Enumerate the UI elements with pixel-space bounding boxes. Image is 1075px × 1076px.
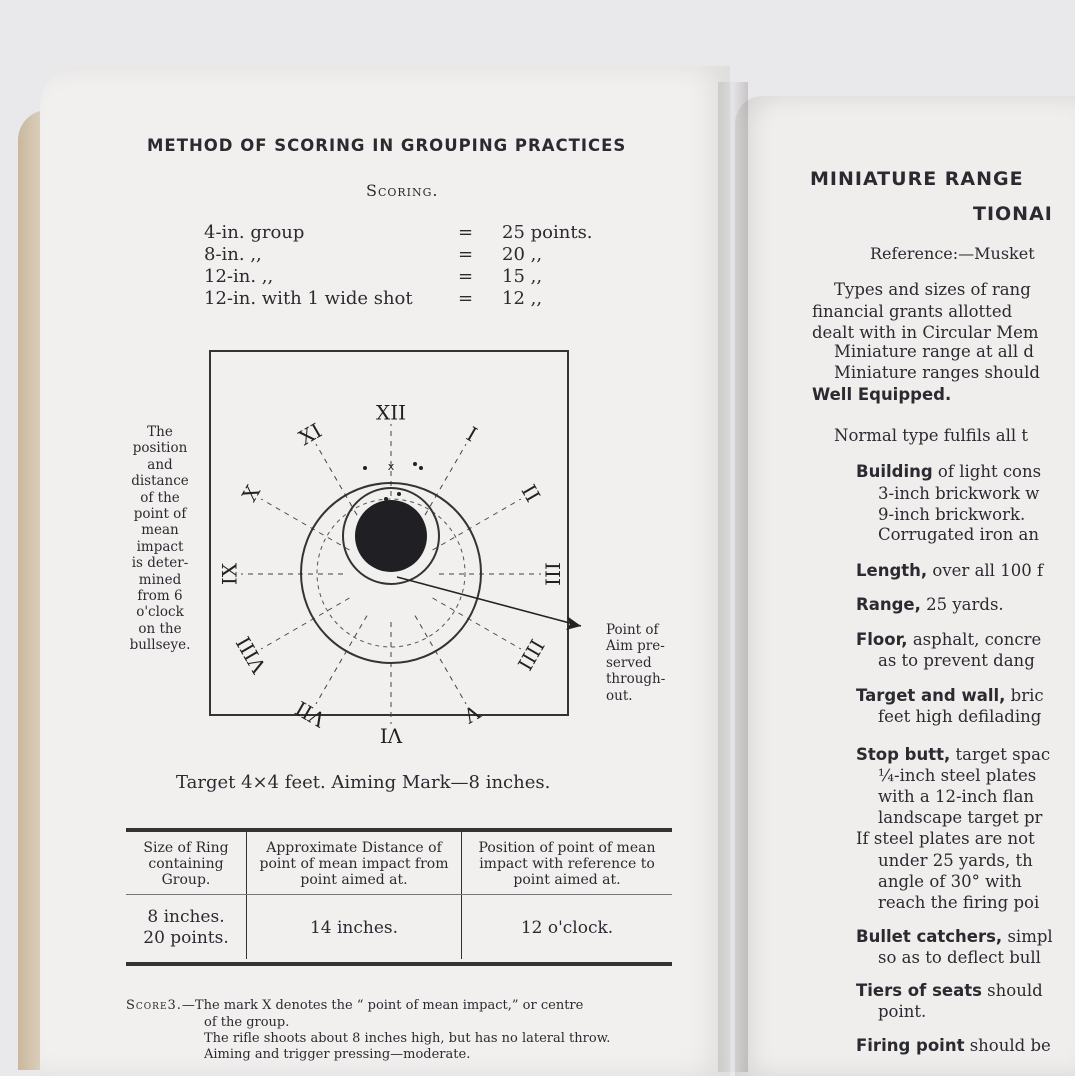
note-line: from 6 [137,588,183,605]
note-line: bullseye. [129,637,191,654]
col-header-position [462,832,673,895]
cell-distance: 14 inches. [247,895,462,960]
body-line-heading: Range, [856,595,921,614]
radial-line [433,598,521,649]
body-line-heading: Length, [856,561,928,580]
header-line: Position of point of mean [478,840,656,856]
footnote-line-3: The rifle shoots about 8 inches high, but has no lateral throw. [204,1031,611,1046]
note-line: point of [133,506,187,523]
note-line: The [147,424,173,440]
body-line-heading: Stop butt, [856,745,951,764]
page-title: METHOD OF SCORING IN GROUPING PRACTICES [147,136,627,155]
footnote-line-2: of the group. [204,1015,290,1030]
body-line [878,525,1039,544]
body-line [834,426,1028,445]
radial-line [433,499,521,550]
right-page-title: MINIATURE RANGE [810,168,1024,190]
body-line-text: financial grants allotted [812,302,1013,321]
note-line: impact [136,538,184,555]
body-line [834,342,1034,361]
scoring-equals: = [458,288,474,309]
body-line-text: Miniature ranges should [834,363,1040,382]
footnote-text-1: —The mark X denotes the “ point of mean impact,” or centre [181,998,584,1013]
radial-line [415,616,466,704]
clock-numeral: I [462,421,482,447]
shot-mark [397,492,401,496]
body-line [878,851,1033,870]
body-line [878,893,1039,912]
target-dial [211,352,567,748]
scoring-label: 4-in. group [204,222,305,243]
body-line-heading: Floor, [856,630,908,649]
body-line [812,323,1039,342]
book-gutter [718,82,748,1072]
col-header-distance [247,832,462,895]
radial-line [261,598,349,649]
footnote-label: Score3. [126,998,182,1013]
note-line: of the [140,489,180,506]
body-line [878,1002,926,1021]
note-line: out. [606,687,633,704]
radial-line [316,616,367,704]
body-line [856,1036,1051,1055]
scoring-label: 12-in. ,, [204,266,274,287]
body-line-text: reach the firing poi [878,893,1040,912]
body-line [878,651,1035,670]
table-bottom-rule [126,962,672,966]
body-line [878,872,1022,891]
scoring-label: 12-in. with 1 wide shot [204,288,413,309]
clock-numeral: IX [217,562,242,586]
note-line: through- [606,671,666,688]
body-line-text: bric [1005,686,1044,705]
body-line-text: target spac [950,745,1051,764]
scoring-value: 15 ,, [502,266,543,287]
body-line-text: of light cons [932,462,1042,481]
scoring-value: 25 points. [502,222,593,243]
body-line [878,808,1042,827]
body-line-text: over all 100 f [927,561,1044,580]
scoring-label: 8-in. ,, [204,244,262,265]
body-line [856,981,1043,1000]
scoring-value: 12 ,, [502,288,543,309]
point-of-aim-note [606,622,686,704]
body-line [878,505,1025,524]
body-line-text: ¼-inch steel plates [878,766,1037,785]
note-line: o'clock [136,604,184,621]
body-line-heading: Bullet catchers, [856,927,1003,946]
body-line-text: should be [964,1036,1051,1055]
clock-numeral: XI [294,418,326,451]
note-line: position [132,440,188,457]
body-line-text: angle of 30° with [878,872,1022,891]
clock-numeral: XII [375,400,407,425]
radial-line [261,499,349,550]
body-line [878,948,1041,967]
body-line-text: point. [878,1002,927,1021]
body-line [856,686,1044,705]
body-line [834,363,1040,382]
shot-mark [413,462,417,466]
body-line-text: 3-inch brickwork w [878,484,1040,503]
body-line-text: 9-inch brickwork. [878,505,1026,524]
col-header-size [126,832,247,895]
clock-numeral: III [540,562,565,586]
body-line [856,462,1041,481]
footnote-line-4: Aiming and trigger pressing—moderate. [204,1047,471,1062]
body-line [812,302,1012,321]
clock-numeral: IIII [512,635,550,675]
right-page-title-2: TIONAI [973,203,1053,225]
clock-numeral: V [459,699,485,728]
body-line-text: with a 12-inch flan [878,787,1035,806]
body-line-text: asphalt, concre [907,630,1042,649]
note-line: mined [138,571,182,588]
header-line: point aimed at. [513,872,621,888]
body-line-heading: Well Equipped. [812,385,952,404]
body-line [856,630,1041,649]
body-line-text: landscape target pr [878,808,1043,827]
body-line-text: should [981,981,1043,1000]
cell-size: 8 inches. 20 points. [143,907,229,948]
clock-numeral: VII [291,695,330,732]
clock-numeral: VI [379,723,403,748]
header-line: Size of Ring [143,840,229,856]
body-line [878,766,1036,785]
shot-mark [363,466,367,470]
note-line: mean [141,522,179,539]
shot-mark [419,466,423,470]
mean-impact-mark: x [387,460,395,473]
header-line: point of mean impact from [259,856,449,872]
body-line-text: Miniature range at all d [834,342,1034,361]
scoring-value: 20 ,, [502,244,543,265]
header-line: point aimed at. [300,872,408,888]
body-line-text: Types and sizes of rang [834,280,1031,299]
shot-mark [384,497,388,501]
scoring-equals: = [458,266,474,287]
group-reference-table [126,832,672,959]
note-line: distance [131,473,189,490]
body-line [856,595,1004,614]
target-caption: Target 4×4 feet. Aiming Mark—8 inches. [176,772,551,793]
target-diagram [209,350,569,748]
body-line [834,280,1031,299]
note-line: served [606,654,652,671]
table-row [126,895,672,960]
header-line: Approximate Distance of [266,840,442,856]
body-line [878,707,1041,726]
scoring-equals: = [458,244,474,265]
body-line-heading: Tiers of seats [856,981,982,1000]
body-line [856,745,1050,764]
body-line-text: 25 yards. [920,595,1004,614]
note-line: is deter- [131,555,189,572]
body-line [812,385,951,404]
body-line-text: as to prevent dang [878,651,1035,670]
cell-position: 12 o'clock. [462,895,673,960]
right-page-reference: Reference:—Musket [870,244,1035,263]
body-line-heading: Target and wall, [856,686,1006,705]
clock-numeral: VIII [231,632,272,678]
clock-numeral: X [237,481,266,506]
body-line-text: Corrugated iron an [878,525,1039,544]
scoring-subtitle: Scoring. [366,181,439,200]
body-line-heading: Firing point [856,1036,965,1055]
body-line [878,484,1039,503]
scoring-equals: = [458,222,474,243]
body-line-text: If steel plates are not [856,829,1035,848]
header-line: impact with reference to [479,856,655,872]
body-line [856,561,1043,580]
note-line: Point of [606,622,659,638]
body-line-text: simpl [1002,927,1053,946]
mean-impact-note [120,424,200,654]
footnote-line-1 [126,998,583,1013]
header-line: Group. [161,872,211,888]
body-line-heading: Building [856,462,933,481]
body-line-text: so as to deflect bull [878,948,1041,967]
bullseye [355,500,427,572]
note-line: on the [138,620,182,637]
body-line-text: dealt with in Circular Mem [812,323,1039,342]
body-line-text: under 25 yards, th [878,851,1033,870]
body-line-text: feet high defilading [878,707,1042,726]
clock-numeral: II [516,480,546,507]
body-line-text: Normal type fulfils all t [834,426,1029,445]
note-line: and [147,456,173,473]
body-line [878,787,1034,806]
note-line: Aim pre- [606,638,665,655]
header-line: containing [148,856,224,872]
body-line [856,829,1035,848]
body-line [856,927,1053,946]
